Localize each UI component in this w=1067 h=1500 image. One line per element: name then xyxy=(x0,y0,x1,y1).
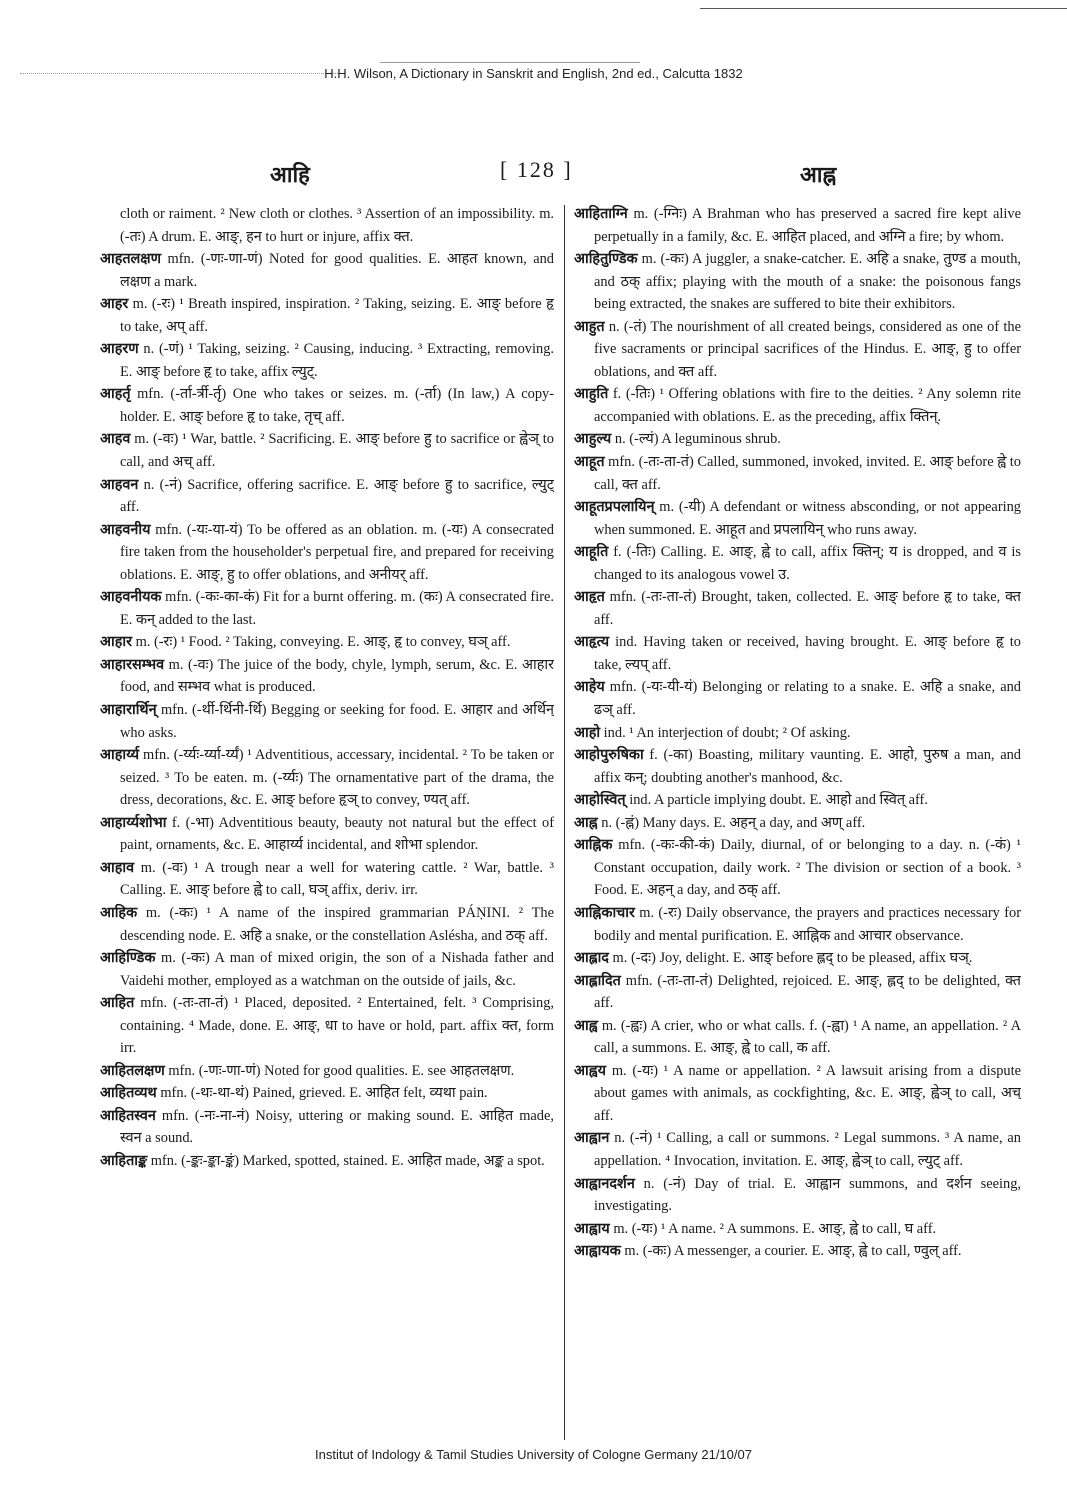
entry-headword: आहूति xyxy=(574,544,609,561)
dictionary-entry xyxy=(574,451,1021,496)
dictionary-entry xyxy=(574,1060,1021,1128)
entry-definition: mfn. (-र्थी-र्थिनी-र्थि) Begging or seeking for food. E. आहार and अर्थिन् who asks. xyxy=(120,702,554,741)
dictionary-entry xyxy=(574,789,1021,812)
entry-definition: mfn. (-यः-या-यं) To be offered as an oblation. m. (-यः) A consecrated fire taken from the householder's perpetual fire, and prepared for receiving oblations. E. आङ्, हु to offer oblations, and अनीयर् aff. xyxy=(120,521,554,583)
dictionary-entry xyxy=(574,383,1021,428)
entry-definition: m. (-रः) ¹ Breath inspired, inspiration. ² Taking, seizing. E. आङ् before हृ to take, अप् aff. xyxy=(120,296,554,335)
left-column xyxy=(100,203,554,1441)
source-citation-header: H.H. Wilson, A Dictionary in Sanskrit and English, 2nd ed., Calcutta 1832 xyxy=(324,66,743,81)
entry-headword: आहेय xyxy=(574,679,605,696)
entry-definition: mfn. (-कः-की-कं) Daily, diurnal, of or belonging to a day. n. (-कं) ¹ Constant occupation, daily work. ² The division or section of a book. ³ Food. E. अहन् a day, and ठक् aff. xyxy=(594,837,1021,899)
entry-definition: n. (-तं) The nourishment of all created beings, considered as one of the five sacraments or principal sacrifices of the Hindus. E. आङ्, हु to offer oblations, and क्त aff. xyxy=(594,318,1021,380)
entry-definition: mfn. (-थः-था-थं) Pained, grieved. E. आहित felt, व्यथा pain. xyxy=(156,1085,488,1102)
dictionary-entry xyxy=(574,203,1021,248)
entry-definition: m. (-कः) A man of mixed origin, the son of a Nishada father and Vaidehi mother, employed as a watchman on the outside of jails, &c. xyxy=(120,950,554,989)
entry-headword: आहित xyxy=(100,995,135,1012)
entry-definition: m. (-यः) ¹ A name. ² A summons. E. आङ्, ह्वे to call, घ aff. xyxy=(609,1220,937,1237)
entry-definition: mfn. (-कः-का-कं) Fit for a burnt offering. m. (कः) A consecrated fire. E. कन् added to the last. xyxy=(120,589,554,628)
page-number: [ 128 ] xyxy=(500,157,573,182)
entry-definition: n. (-नं) Sacrifice, offering sacrifice. E. आङ् before हु to sacrifice, ल्युट् aff. xyxy=(120,476,554,516)
entry-definition: ind. Having taken or received, having brought. E. आङ् before हृ to take, ल्यप् aff. xyxy=(594,634,1021,673)
entry-definition: ind. A particle implying doubt. E. आहो and स्वित् aff. xyxy=(625,792,928,809)
entry-definition: m. (-यः) ¹ A name or appellation. ² A lawsuit arising from a dispute about games with animals, as cockfighting, &c. E. आङ्, ह्वेञ् to call, अच् aff. xyxy=(594,1062,1021,1124)
entry-definition: cloth or raiment. ² New cloth or clothes. ³ Assertion of an impossibility. m. (-तः) A drum. E. आङ्, हन to hurt or injure, affix क्त. xyxy=(120,206,554,245)
entry-headword: आहार्य्यशोभा xyxy=(100,814,167,831)
entry-headword: आहुति xyxy=(574,386,609,403)
entry-headword: आहितुण्डिक xyxy=(574,251,638,268)
dictionary-entry xyxy=(100,586,554,631)
entry-definition: mfn. (-र्ता-र्त्री-र्तृ) One who takes or seizes. m. (-र्ता) (In law,) A copy-holder. E. आङ् before हृ to take, तृच् aff. xyxy=(120,386,554,425)
entry-headword: आह्निक xyxy=(574,837,613,854)
entry-headword: आहव xyxy=(100,431,131,448)
entry-headword: आहितलक्षण xyxy=(100,1062,165,1079)
entry-headword: आहरण xyxy=(100,341,139,358)
entry-headword: आहवनीयक xyxy=(100,589,162,606)
entry-headword: आहारसम्भव xyxy=(100,656,165,673)
entry-headword: आह्निकाचार xyxy=(574,904,635,921)
entry-definition: mfn. (-तः-ता-तं) ¹ Placed, deposited. ² Entertained, felt. ³ Comprising, containing. ⁴ Made, done. E. आङ्, धा to have or hold, part. affix क्त, form irr. xyxy=(120,995,554,1057)
dictionary-entry xyxy=(574,1015,1021,1060)
dictionary-entry xyxy=(574,1240,1021,1263)
dictionary-entry xyxy=(100,654,554,699)
entry-headword: आहिताङ्क xyxy=(100,1152,148,1169)
entry-definition: mfn. (-नः-ना-नं) Noisy, uttering or making sound. E. आहित made, स्वन a sound. xyxy=(120,1107,554,1147)
dictionary-entry xyxy=(100,383,554,428)
dictionary-entry xyxy=(574,631,1021,676)
entry-headword: आहृत xyxy=(574,589,605,606)
column-divider xyxy=(564,205,565,1440)
entry-headword: आहूतप्रपलायिन् xyxy=(574,499,655,516)
entry-definition: m. (-रः) ¹ Food. ² Taking, conveying. E. आङ्, हृ to convey, घञ् aff. xyxy=(131,634,511,651)
dictionary-entry xyxy=(574,834,1021,902)
dictionary-entry xyxy=(574,248,1021,316)
entry-definition: m. (-ग्निः) A Brahman who has preserved a sacred fire kept alive perpetually in a family, &c. E. आहित placed, and अग्नि a fire; by whom. xyxy=(594,206,1021,245)
entry-headword: आहोस्वित् xyxy=(574,792,626,809)
dictionary-entry xyxy=(100,338,554,383)
entry-headword: आहितव्यथ xyxy=(100,1085,157,1102)
entry-headword: आह्वान xyxy=(574,1130,610,1147)
dictionary-entry xyxy=(574,428,1021,451)
entry-definition: f. (-तिः) ¹ Offering oblations with fire to the deities. ² Any solemn rite accompanied with oblations. E. as the preceding, affix क्तिन्. xyxy=(594,386,1021,425)
dictionary-entry xyxy=(574,676,1021,721)
dictionary-entry xyxy=(574,541,1021,586)
dictionary-entry xyxy=(574,1127,1021,1172)
entry-headword: आहारार्थिन् xyxy=(100,702,157,719)
entry-definition: mfn. (-णः-णा-णं) Noted for good qualities. E. आहत known, and लक्षण a mark. xyxy=(120,251,554,290)
entry-definition: m. (-ह्वः) A crier, who or what calls. f. (-ह्वा) ¹ A name, an appellation. ² A call, a summons. E. आङ्, ह्वे to call, क aff. xyxy=(594,1017,1021,1057)
dictionary-entry xyxy=(100,1150,554,1173)
entry-definition: n. (-ह्नं) Many days. E. अहन् a day, and अण् aff. xyxy=(597,814,866,831)
entry-definition: n. (-नं) Day of trial. E. आह्वान summons, and दर्शन seeing, investigating. xyxy=(594,1175,1021,1215)
entry-definition: mfn. (-ङ्कः-ङ्का-ङ्कं) Marked, spotted, stained. E. आहित made, अङ्क a spot. xyxy=(147,1152,545,1169)
dictionary-entry xyxy=(100,812,554,857)
entry-headword: आहोपुरुषिका xyxy=(574,747,644,764)
dictionary-entry xyxy=(100,744,554,812)
dictionary-entry xyxy=(100,902,554,947)
entry-definition: mfn. (-र्य्यः-र्य्या-र्य्यं) ¹ Adventitious, accessary, incidental. ² To be taken or seized. ³ To be eaten. m. (-र्य्यः) The ornamentative part of the drama, the dress, decorations, &c. E. आङ् before हृञ् to convey, ण्यत् aff. xyxy=(120,747,554,809)
right-column xyxy=(574,203,1021,1441)
dictionary-entry xyxy=(100,992,554,1060)
entry-definition: m. (-कः) A juggler, a snake-catcher. E. अहि a snake, तुण्ड a mouth, and ठक् affix; playing with the mouth of a snake: the poisonous fangs being extracted, the snakes are suffered to bite their exhibitors. xyxy=(594,251,1021,313)
dictionary-entry xyxy=(100,857,554,902)
entry-headword: आह्लाद xyxy=(574,950,609,967)
entry-definition: m. (-दः) Joy, delight. E. आङ् before ह्लद् to be pleased, affix घञ्. xyxy=(608,950,973,967)
entry-headword: आह्वाय xyxy=(574,1220,610,1237)
dictionary-entry xyxy=(100,1082,554,1105)
entry-definition: m. (-यी) A defendant or witness absconding, or not appearing when summoned. E. आहूत and प्रपलायिन् who runs away. xyxy=(594,499,1021,538)
dictionary-entry xyxy=(100,1060,554,1083)
entry-definition: m. (-कः) A messenger, a courier. E. आङ्, ह्वे to call, ण्वुल् aff. xyxy=(620,1243,962,1260)
entry-definition: m. (-कः) ¹ A name of the inspired grammarian PÁṆINI. ² The descending node. E. अहि a snake, or the constellation Aslésha, and ठक् aff. xyxy=(120,904,554,944)
running-head-first-word: आहि xyxy=(270,162,310,187)
dictionary-entry xyxy=(100,203,554,248)
entry-headword: आहर्तृ xyxy=(100,386,131,403)
entry-headword: आहर xyxy=(100,296,129,313)
entry-headword: आहितस्वन xyxy=(100,1107,156,1124)
entry-definition: n. (-ल्यं) A leguminous shrub. xyxy=(611,431,781,448)
entry-definition: n. (-णं) ¹ Taking, seizing. ² Causing, inducing. ³ Extracting, removing. E. आङ् before हृ to take, affix ल्युट्. xyxy=(120,341,554,380)
entry-definition: m. (-वः) ¹ War, battle. ² Sacrificing. E. आङ् before हु to sacrifice or ह्वेञ् to call, and अच् aff. xyxy=(120,431,554,471)
entry-definition: mfn. (-तः-ता-तं) Delighted, rejoiced. E. आङ्, ह्लद् to be delighted, क्त aff. xyxy=(594,972,1021,1012)
entry-headword: आहुत xyxy=(574,318,605,335)
scan-top-rule xyxy=(700,8,1067,9)
entry-headword: आहूत xyxy=(574,454,605,471)
entry-headword: आहतलक्षण xyxy=(100,251,162,268)
entry-headword: आहवनीय xyxy=(100,521,151,538)
dictionary-entry xyxy=(574,970,1021,1015)
entry-definition: m. (-वः) The juice of the body, chyle, lymph, serum, &c. E. आहार food, and सम्भव what is produced. xyxy=(120,656,554,696)
dictionary-entry xyxy=(574,1173,1021,1218)
scan-artifact-line xyxy=(380,62,640,63)
entry-headword: आहिण्डिक xyxy=(100,950,156,967)
entry-definition: m. (-रः) Daily observance, the prayers and practices necessary for bodily and mental purification. E. आह्निक and आचार observance. xyxy=(594,904,1021,944)
entry-definition: mfn. (-णः-णा-णं) Noted for good qualities. E. see आहतलक्षण. xyxy=(164,1062,515,1079)
entry-headword: आह्वानदर्शन xyxy=(574,1175,635,1192)
entry-definition: mfn. (-यः-यी-यं) Belonging or relating to a snake. E. अहि a snake, and ढञ् aff. xyxy=(594,679,1021,719)
entry-headword: आहृत्य xyxy=(574,634,610,651)
entry-definition: f. (-भा) Adventitious beauty, beauty not natural but the effect of paint, ornaments, &c. E. आहार्य्य incidental, and शोभा splendor. xyxy=(120,814,554,854)
dictionary-entry xyxy=(574,316,1021,384)
entry-headword: आहार्य्य xyxy=(100,747,140,764)
dictionary-entry xyxy=(100,474,554,519)
entry-headword: आह्वायक xyxy=(574,1243,621,1260)
dictionary-entry xyxy=(100,428,554,473)
entry-headword: आहार xyxy=(100,634,132,651)
entry-headword: आह्व xyxy=(574,1017,598,1034)
dictionary-entry xyxy=(100,631,554,654)
dictionary-entry xyxy=(574,902,1021,947)
dictionary-entry xyxy=(100,699,554,744)
dictionary-entry xyxy=(574,812,1021,835)
entry-headword: आह्लादित xyxy=(574,972,621,989)
dictionary-entry xyxy=(574,1218,1021,1241)
dictionary-entry xyxy=(100,248,554,293)
dictionary-entry xyxy=(100,519,554,587)
running-head-last-word: आह्न xyxy=(800,162,837,187)
entry-headword: आह्वय xyxy=(574,1062,607,1079)
entry-headword: आहाव xyxy=(100,859,135,876)
entry-headword: आहिताग्नि xyxy=(574,206,628,222)
dictionary-entry xyxy=(100,947,554,992)
dictionary-entry xyxy=(574,722,1021,745)
entry-definition: n. (-नं) ¹ Calling, a call or summons. ² Legal summons. ³ A name, an appellation. ⁴ Invocation, invitation. E. आङ्, ह्वेञ् to call, ल्युट् aff. xyxy=(594,1130,1021,1169)
dictionary-entry xyxy=(100,1105,554,1150)
entry-definition: f. (-का) Boasting, military vaunting. E. आहो, पुरुष a man, and affix कन्; doubting another's manhood, &c. xyxy=(594,747,1021,786)
entry-definition: mfn. (-तः-ता-तं) Called, summoned, invoked, invited. E. आङ् before ह्वे to call, क्त aff. xyxy=(594,454,1021,493)
dictionary-entry xyxy=(100,293,554,338)
dictionary-entry xyxy=(574,586,1021,631)
entry-headword: आहुल्य xyxy=(574,431,612,448)
entry-headword: आह्न xyxy=(574,814,598,831)
entry-definition: mfn. (-तः-ता-तं) Brought, taken, collected. E. आङ् before हृ to take, क्त aff. xyxy=(594,589,1021,628)
digitization-credit-footer: Institut of Indology & Tamil Studies University of Cologne Germany 21/10/07 xyxy=(315,1447,752,1462)
entry-headword: आहो xyxy=(574,724,601,741)
dictionary-entry xyxy=(574,947,1021,970)
dictionary-entry xyxy=(574,496,1021,541)
entry-headword: आहिक xyxy=(100,904,138,921)
entry-headword: आहवन xyxy=(100,476,139,493)
entry-definition: ind. ¹ An interjection of doubt; ² Of asking. xyxy=(600,724,851,741)
dictionary-entry xyxy=(574,744,1021,789)
entry-definition: m. (-वः) ¹ A trough near a well for watering cattle. ² War, battle. ³ Calling. E. आङ् before ह्वे to call, घञ् affix, deriv. irr. xyxy=(120,859,554,899)
entry-definition: f. (-तिः) Calling. E. आङ्, ह्वे to call, affix क्तिन्; य is dropped, and व is changed to its analogous vowel उ. xyxy=(594,544,1021,583)
page-running-head xyxy=(100,157,1010,193)
